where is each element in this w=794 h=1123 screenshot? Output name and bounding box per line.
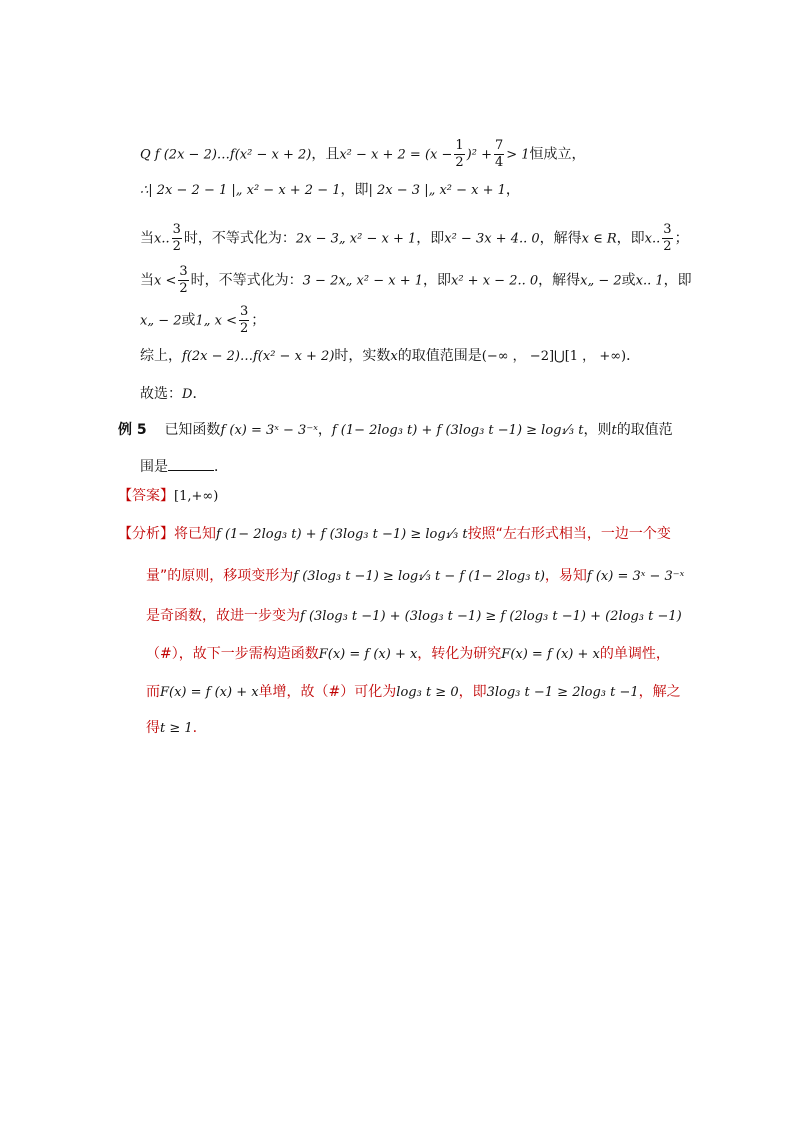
text: 的取值范 — [616, 422, 673, 438]
text: ，即 — [458, 684, 487, 700]
example-label: 例 5 — [118, 422, 147, 438]
text: ，则 — [583, 422, 612, 438]
math-expr: x„ − 2 — [140, 313, 182, 329]
text: 而 — [146, 684, 160, 700]
analysis-line-5 — [146, 682, 681, 703]
math-expr: 1„ x < — [195, 313, 237, 329]
solution-line-6 — [140, 346, 640, 367]
fraction: $\frac{3}{2}$ — [179, 264, 188, 296]
example-5-line-2 — [140, 456, 228, 477]
math-expr: x.. — [644, 231, 661, 247]
text: ， — [505, 182, 520, 198]
math-expr: )² + — [466, 147, 492, 163]
math-expr: x„ − 2 — [580, 273, 622, 289]
math-expr: 3log₃ t −1 ≥ 2log₃ t −1 — [486, 685, 639, 700]
text: ，易知 — [544, 568, 587, 584]
text: ； — [674, 230, 689, 247]
analysis-line-3 — [146, 606, 682, 627]
text: 当 — [140, 272, 154, 289]
answer-value: [1,+∞) — [174, 489, 219, 504]
math-expr: x² − x + 2 = (x − — [339, 147, 453, 163]
math-expr: F(x) = f (x) + x — [318, 647, 418, 662]
example-5-line-1 — [118, 420, 673, 441]
fraction: $\frac{3}{2}$ — [240, 304, 249, 336]
math-expr: x.. 1 — [635, 273, 664, 289]
math-expr: 2x − 3„ x² − x + 1 — [295, 231, 417, 247]
analysis-line-1 — [118, 524, 671, 545]
analysis-line-2 — [146, 566, 684, 587]
text: 的取值范围是 — [397, 348, 482, 364]
text: ，即 — [423, 272, 451, 289]
math-expr: D — [182, 387, 193, 402]
math-expr: t ≥ 1 — [160, 721, 193, 736]
math-expr: > 1 — [506, 147, 530, 163]
math-expr: x ∈ R — [581, 231, 617, 247]
math-expr: f (x) = 3ˣ − 3⁻ˣ — [220, 423, 318, 438]
text: 是奇函数，故进一步变为 — [146, 608, 300, 624]
text: 时，不等式化为： — [190, 272, 303, 289]
math-expr: x — [390, 349, 398, 364]
text: 将已知 — [174, 526, 216, 542]
fraction: $\frac{7}{4}$ — [494, 138, 504, 170]
solution-line-1 — [140, 138, 586, 171]
text: 综上， — [140, 348, 182, 364]
fraction: $\frac{1}{2}$ — [455, 138, 464, 170]
math-expr: f (1− 2log₃ t) + f (3log₃ t −1) ≥ log₁⁄₃ t — [216, 527, 468, 542]
fraction: $\frac{3}{2}$ — [663, 222, 672, 254]
analysis-line-4 — [146, 644, 670, 665]
math-expr: (−∞ ， −2]⋃[1 ， +∞) — [481, 349, 627, 364]
math-expr: F(x) = f (x) + x — [160, 685, 259, 700]
text: ，即 — [663, 272, 692, 289]
text: 或 — [181, 312, 196, 329]
math-expr: x < — [154, 273, 177, 289]
analysis-line-6 — [146, 718, 197, 739]
text: 围是 — [140, 459, 168, 475]
text: 恒成立， — [529, 146, 586, 163]
text: ，即 — [416, 230, 445, 247]
math-expr: f (x) = 3ˣ − 3⁻ˣ — [586, 569, 685, 584]
math-expr: f (3log₃ t −1) ≥ log₁⁄₃ t − f (1− 2log₃ t) — [293, 569, 545, 584]
math-expr: log₃ t ≥ 0 — [396, 685, 459, 700]
answer-line — [118, 486, 218, 507]
math-expr: f (1− 2log₃ t) + f (3log₃ t −1) ≥ log₁⁄₃ t — [331, 423, 584, 438]
text: 时，不等式化为： — [183, 230, 296, 247]
math-expr: Q f (2x − 2)…f(x² − x + 2) — [140, 147, 312, 163]
math-expr: t — [611, 423, 617, 438]
analysis-label: 【分析】 — [118, 526, 174, 542]
math-expr: x² − 3x + 4.. 0 — [444, 231, 540, 247]
text: 得 — [146, 720, 160, 736]
text: ，转化为研究 — [417, 646, 502, 662]
solution-line-4 — [140, 264, 692, 297]
math-expr: f(2x − 2)…f(x² − x + 2) — [182, 349, 335, 364]
math-expr: ∴| 2x − 2 − 1 |„ x² − x + 2 − 1 — [140, 183, 341, 198]
text: ， — [317, 422, 332, 438]
math-expr: | 2x − 3 |„ x² − x + 1 — [368, 183, 506, 198]
answer-blank — [168, 456, 214, 471]
text: 量”的原则，移项变形为 — [146, 568, 294, 584]
solution-line-3 — [140, 222, 689, 255]
fraction: $\frac{3}{2}$ — [172, 222, 181, 254]
text: （#），故下一步需构造函数 — [146, 646, 319, 662]
solution-line-7 — [140, 384, 206, 405]
solution-line-2 — [140, 180, 520, 201]
text: ，即 — [616, 230, 645, 247]
math-expr: x² + x − 2.. 0 — [451, 273, 539, 289]
math-expr: F(x) = f (x) + x — [501, 647, 600, 662]
answer-label: 【答案】 — [118, 488, 174, 504]
text: 的单调性， — [599, 646, 670, 662]
math-expr: f (3log₃ t −1) + (3log₃ t −1) ≥ f (2log₃ t −1) + (2log₃ t −1) — [300, 609, 682, 624]
text: ，解之 — [638, 684, 681, 700]
math-expr: 3 − 2x„ x² − x + 1 — [302, 273, 423, 289]
text: ，即 — [340, 182, 369, 198]
text: 单增，故（#）可化为 — [258, 684, 397, 700]
text: 时，实数 — [334, 348, 391, 364]
text: 当 — [140, 230, 154, 247]
text: 或 — [621, 272, 636, 289]
text: ． — [192, 386, 207, 402]
solution-line-5 — [140, 304, 265, 337]
text: 故选： — [140, 386, 182, 402]
text: ； — [251, 312, 266, 329]
text: ． — [626, 348, 641, 364]
text: 已知函数 — [164, 422, 221, 438]
text: 按照“左右形式相当，一边一个变 — [467, 526, 671, 542]
math-expr: x.. — [154, 231, 170, 247]
text: ，且 — [311, 146, 340, 163]
text: ，解得 — [538, 272, 581, 289]
text: ． — [214, 459, 228, 475]
text: . — [192, 720, 198, 736]
text: ，解得 — [539, 230, 582, 247]
